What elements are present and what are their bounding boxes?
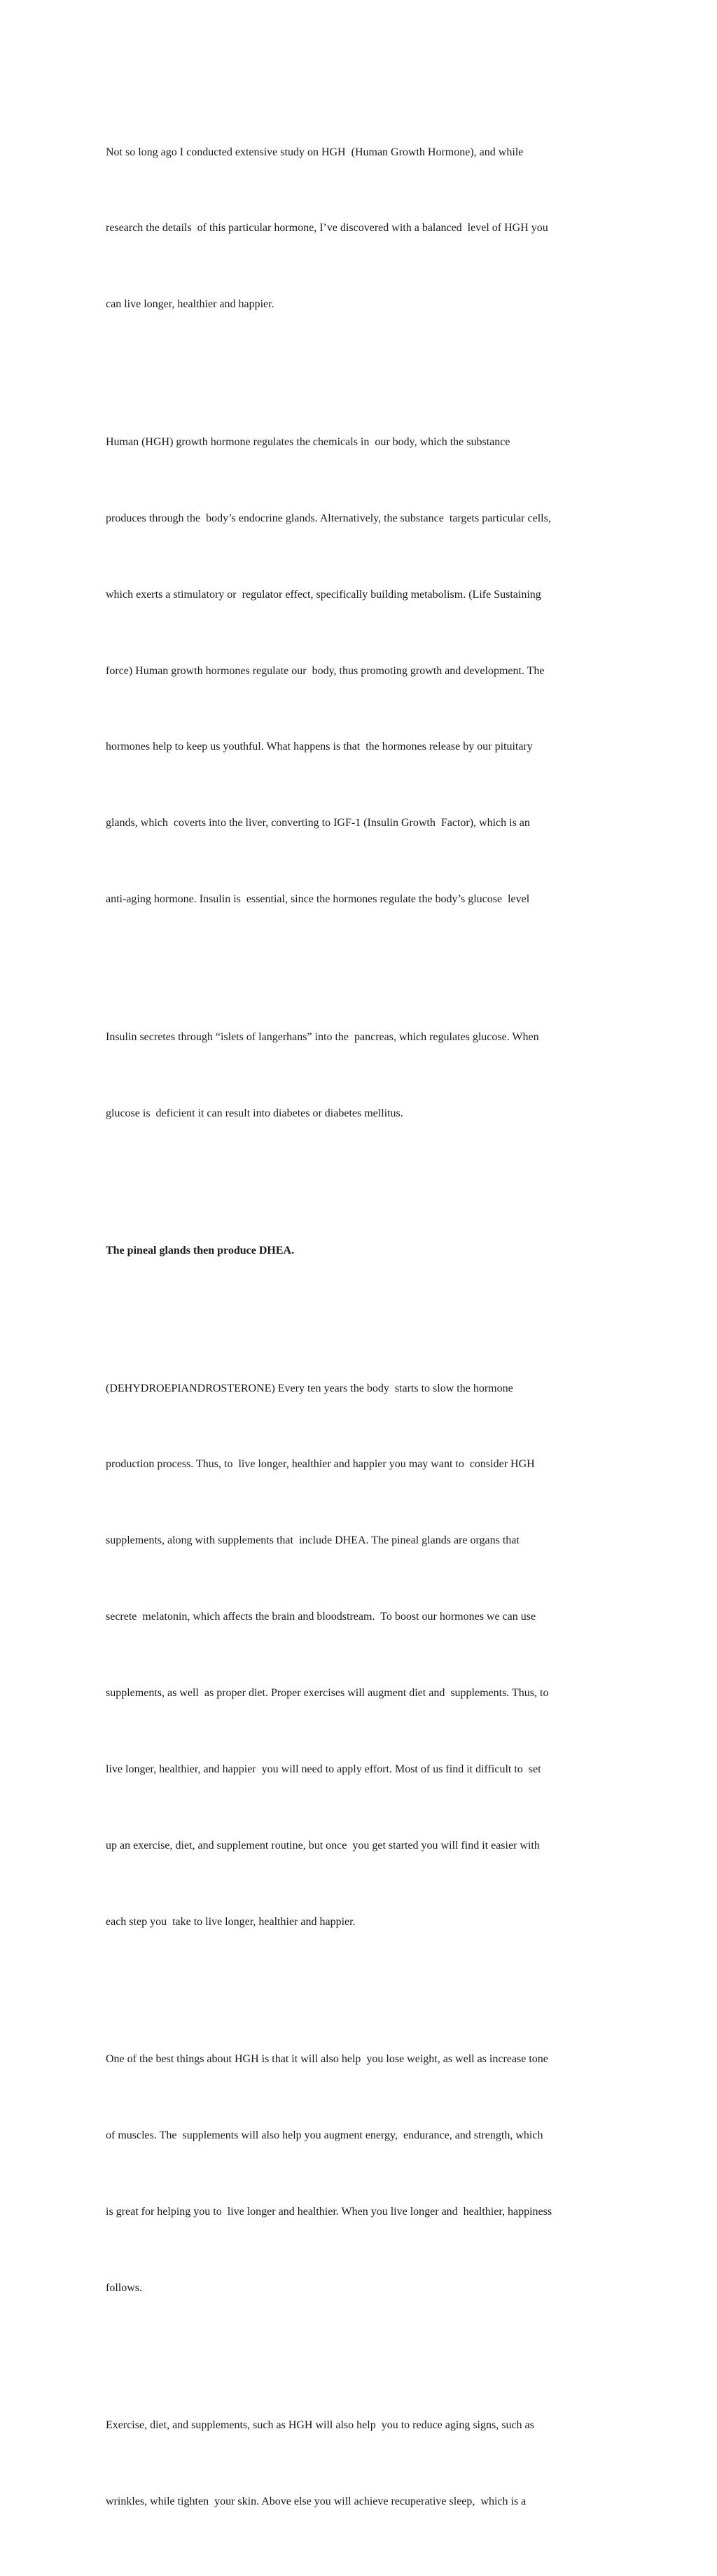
text-line: (DEHYDROEPIANDROSTERONE) Every ten years the body starts to slow the hormone [106,1382,513,1394]
text-line: research the details of this particular hormone, I’ve discovered with a balanced level of HGH you [106,222,548,234]
text-line: which exerts a stimulatory or regulator effect, specifically building metabolism. (Life Sustaining [106,588,541,601]
paragraph-growth-hormone [106,379,621,963]
text-line: up an exercise, diet, and supplement routine, but once you get started you will find it easier with [106,1839,540,1851]
text-line: One of the best things about HGH is that it will also help you lose weight, as well as increase tone [106,2053,548,2066]
text-line: force) Human growth hormones regulate our body, thus promoting growth and development. The [106,664,545,677]
text-line: wrinkles, while tighten your skin. Above else you will achieve recuperative sleep, which is a [106,2496,527,2508]
document-body [106,89,621,2576]
text-line: Exercise, diet, and supplements, such as HGH will also help you to reduce aging signs, such as [106,2419,534,2432]
heading-text: The pineal glands then produce DHEA. [106,1245,295,1257]
paragraph-dhea [106,1325,621,1986]
text-line: live longer, healthier, and happier you will need to apply effort. Most of us find it difficult to set [106,1763,541,1775]
text-line: each step you take to live longer, healthier and happier. [106,1915,356,1928]
text-line: Not so long ago I conducted extensive study on HGH (Human Growth Hormone), and while [106,146,524,158]
text-line: of muscles. The supplements will also help you augment energy, endurance, and strength, which [106,2129,543,2142]
paragraph-hgh-intro [106,89,621,368]
text-line: glands, which coverts into the liver, converting to IGF-1 (Insulin Growth Factor), which is an [106,817,530,830]
text-line: glucose is deficient it can result into diabetes or diabetes mellitus. [106,1107,403,1119]
paragraph-insulin [106,974,621,1177]
text-line: production process. Thus, to live longer, healthier and happier you may want to consider HGH [106,1458,535,1471]
text-line: can live longer, healthier and happier. [106,298,274,311]
text-line: supplements, as well as proper diet. Proper exercises will augment diet and supplements. Thus, to [106,1687,549,1700]
text-line: follows. [106,2281,142,2294]
text-line: produces through the body’s endocrine glands. Alternatively, the substance targets particular cells, [106,512,551,524]
text-line: secrete melatonin, which affects the brain and bloodstream. To boost our hormones we can use [106,1611,536,1623]
text-line: Human (HGH) growth hormone regulates the chemicals in our body, which the substance [106,435,510,448]
text-line: hormones help to keep us youthful. What happens is that the hormones release by our pituitary [106,741,533,753]
text-line: Insulin secretes through “islets of langerhans” into the pancreas, which regulates glucose. When [106,1030,539,1043]
section-heading-dhea [106,1187,621,1314]
text-line: anti-aging hormone. Insulin is essential, since the hormones regulate the body’s glucose level [106,893,530,906]
text-line: is great for helping you to live longer and healthier. When you live longer and healthier, happiness [106,2206,552,2218]
paragraph-weight-loss [106,1996,621,2352]
paragraph-aging-signs [106,2362,621,2566]
text-line: supplements, along with supplements that include DHEA. The pineal glands are organs that [106,1534,520,1547]
